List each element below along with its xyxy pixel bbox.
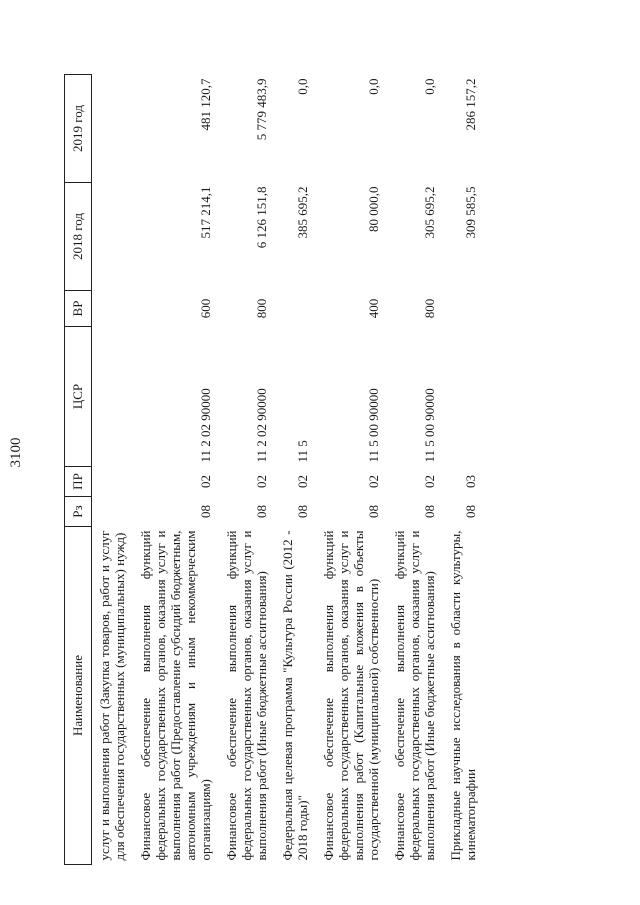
- row-pr: 03: [463, 475, 478, 488]
- row-name: Прикладные научные исследования в области культуры, кинематографии: [448, 530, 478, 861]
- row-rz: [92, 497, 134, 527]
- row-rz: 08: [254, 505, 269, 518]
- row-pr: [92, 467, 134, 497]
- col-header-rz: Рз: [65, 497, 92, 527]
- row-2019: [92, 75, 134, 183]
- row-2019: 0,0: [422, 78, 437, 95]
- col-header-vr: ВР: [65, 291, 92, 327]
- table-header-row: [65, 75, 92, 865]
- row-pr: 02: [198, 475, 213, 488]
- row-2019: 481 120,7: [198, 78, 213, 131]
- row-2019: 5 779 483,9: [254, 78, 269, 141]
- row-name: Финансовое обеспечение выполнения функций федеральных государственных органов, оказания услуг и выполнения работ (Капитальные вложения в объекты государственной (муниципальной) собственности): [321, 530, 381, 861]
- row-2019: 0,0: [366, 78, 381, 95]
- row-vr: 800: [254, 298, 269, 319]
- row-name: Федеральная целевая программа "Культура России (2012 - 2018 годы)": [280, 530, 310, 861]
- row-2019: 286 157,2: [463, 78, 478, 131]
- row-2018: 517 214,1: [198, 186, 213, 239]
- table-row: [133, 75, 219, 865]
- row-csr: 11 2 02 90000: [198, 388, 213, 463]
- row-csr: [443, 327, 484, 467]
- col-header-2018: 2018 год: [65, 183, 92, 291]
- table-row: [92, 75, 134, 865]
- row-2018: 309 585,5: [463, 186, 478, 239]
- row-vr: [92, 291, 134, 327]
- row-vr: [443, 291, 484, 327]
- table-row: [275, 75, 316, 865]
- table-row: [387, 75, 443, 865]
- row-2018: 305 695,2: [422, 186, 437, 239]
- row-csr: 11 5 00 90000: [366, 388, 381, 463]
- row-name: услуг и выполнения работ (Закупка товаров, работ и услуг для обеспечения государственных (муниципальных) нужд): [97, 530, 127, 861]
- page-number: 3100: [8, 437, 24, 468]
- row-rz: 08: [463, 505, 478, 518]
- row-pr: 02: [422, 475, 437, 488]
- col-header-pr: ПР: [65, 467, 92, 497]
- row-2018: [92, 183, 134, 291]
- row-vr: 400: [366, 298, 381, 319]
- row-name: Финансовое обеспечение выполнения функций федеральных государственных органов, оказания услуг и выполнения работ (Иные бюджетные ассигнования): [392, 530, 437, 861]
- row-name: Финансовое обеспечение выполнения функций федеральных государственных органов, оказания услуг и выполнения работ (Предоставление субсидий бюджетным, автономным учреждениям и иным некоммерческим организациям): [138, 530, 213, 861]
- row-rz: 08: [366, 505, 381, 518]
- row-csr: 11 5: [295, 440, 310, 463]
- row-vr: 800: [422, 298, 437, 319]
- row-csr: 11 2 02 90000: [254, 388, 269, 463]
- budget-table: [64, 74, 484, 865]
- row-2018: 6 126 151,8: [254, 186, 269, 249]
- row-rz: 08: [198, 505, 213, 518]
- row-name: Финансовое обеспечение выполнения функций федеральных государственных органов, оказания услуг и выполнения работ (Иные бюджетные ассигнования): [224, 530, 269, 861]
- row-2018: 80 000,0: [366, 186, 381, 232]
- row-vr: 600: [198, 298, 213, 319]
- row-csr: 11 5 00 90000: [422, 388, 437, 463]
- col-header-name: Наименование: [65, 527, 92, 865]
- table-row: [443, 75, 484, 865]
- row-csr: [92, 327, 134, 467]
- row-pr: 02: [295, 475, 310, 488]
- row-pr: 02: [254, 475, 269, 488]
- row-2018: 385 695,2: [295, 186, 310, 239]
- row-pr: 02: [366, 475, 381, 488]
- table-row: [219, 75, 275, 865]
- table-row: [316, 75, 387, 865]
- col-header-2019: 2019 год: [65, 75, 92, 183]
- row-vr: [275, 291, 316, 327]
- row-rz: 08: [295, 505, 310, 518]
- row-rz: 08: [422, 505, 437, 518]
- row-2019: 0,0: [295, 78, 310, 95]
- col-header-csr: ЦСР: [65, 327, 92, 467]
